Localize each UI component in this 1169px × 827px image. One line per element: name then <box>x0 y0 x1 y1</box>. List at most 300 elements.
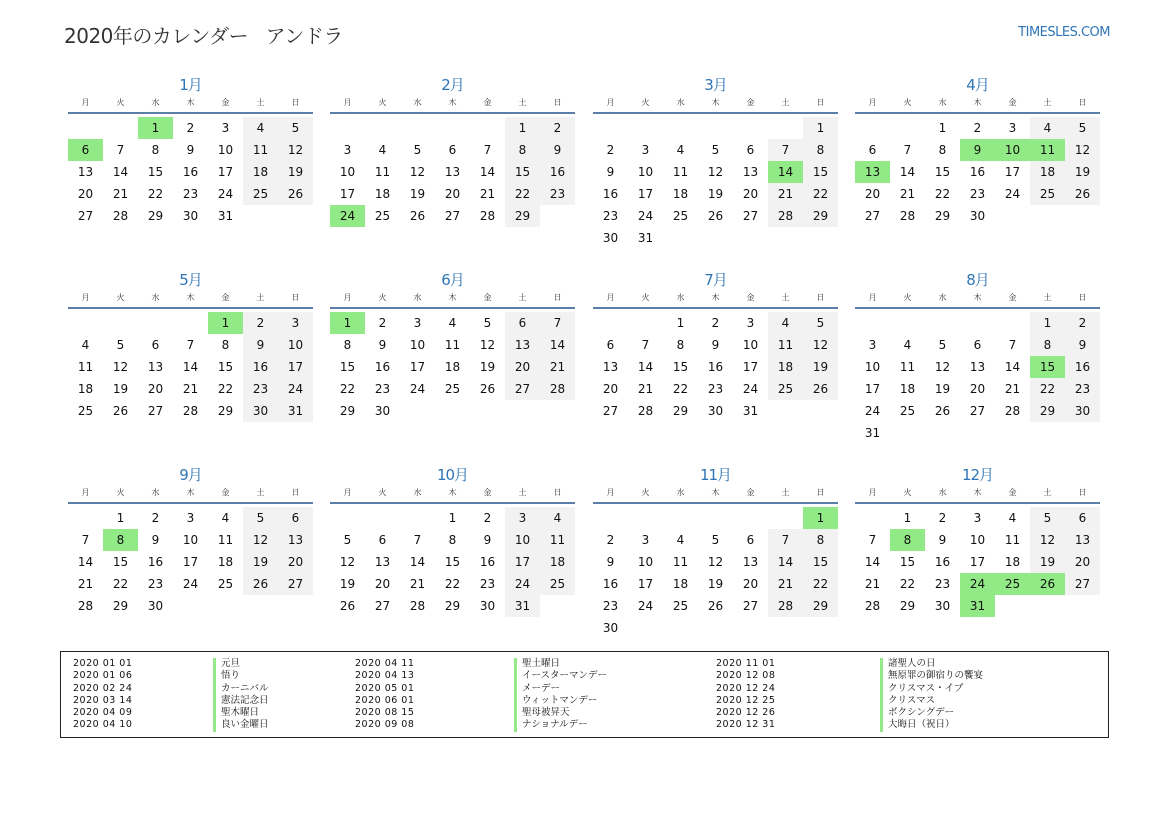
day-cell: 4 <box>81 338 90 352</box>
day-cell: 3 <box>1008 121 1017 135</box>
holiday-name: ナショナルデー <box>514 719 607 731</box>
day-cell: 13 <box>505 334 540 356</box>
day-cell: 10 <box>864 360 881 374</box>
day-cell: 15 <box>899 555 916 569</box>
day-cell: 8 <box>1030 334 1065 356</box>
day-cell: 13 <box>742 165 759 179</box>
weekday-label: 金 <box>1008 293 1017 302</box>
day-grid <box>593 507 838 639</box>
day-cell: 17 <box>409 360 426 374</box>
day-cell: 7 <box>116 143 125 157</box>
day-cell: 11 <box>899 360 916 374</box>
day-cell: 4 <box>540 507 575 529</box>
day-cell: 1 <box>938 121 947 135</box>
day-cell: 29 <box>505 205 540 227</box>
day-cell: 19 <box>112 382 129 396</box>
day-cell: 9 <box>606 555 615 569</box>
day-cell: 4 <box>1008 511 1017 525</box>
day-cell: 20 <box>742 577 759 591</box>
day-cell: 15 <box>112 555 129 569</box>
day-cell: 5 <box>803 312 838 334</box>
day-cell: 18 <box>374 187 391 201</box>
weekday-label: 月 <box>81 488 90 497</box>
day-cell: 1 <box>116 511 125 525</box>
weekday-label: 水 <box>676 293 685 302</box>
holiday-date: 2020 12 31 <box>716 719 776 731</box>
day-cell: 26 <box>243 573 278 595</box>
weekday-label: 日 <box>291 98 300 107</box>
day-cell: 7 <box>868 533 877 547</box>
day-cell-empty <box>435 117 470 139</box>
day-cell: 29 <box>1030 400 1065 422</box>
legend-dates-col-2 <box>355 658 414 732</box>
month-name: 1月 <box>179 76 202 94</box>
weekday-header <box>68 96 313 114</box>
month-name: 10月 <box>436 466 469 484</box>
day-cell: 14 <box>1004 360 1021 374</box>
day-cell: 22 <box>899 577 916 591</box>
day-cell-empty <box>628 507 663 529</box>
day-cell: 16 <box>147 555 164 569</box>
day-cell: 11 <box>768 334 803 356</box>
day-cell: 3 <box>868 338 877 352</box>
day-cell: 19 <box>707 577 724 591</box>
weekday-label: 火 <box>378 98 387 107</box>
day-cell: 13 <box>278 529 313 551</box>
day-cell: 21 <box>479 187 496 201</box>
weekday-label: 土 <box>518 488 527 497</box>
day-cell: 31 <box>637 231 654 245</box>
day-cell: 14 <box>864 555 881 569</box>
day-cell: 6 <box>448 143 457 157</box>
day-cell: 13 <box>374 555 391 569</box>
day-cell: 26 <box>278 183 313 205</box>
weekday-label: 月 <box>606 293 615 302</box>
day-cell-empty <box>628 312 663 334</box>
weekday-label: 土 <box>781 293 790 302</box>
day-cell: 27 <box>969 404 986 418</box>
day-cell-holiday: 1 <box>208 312 243 334</box>
day-cell: 5 <box>483 316 492 330</box>
holiday-date: 2020 11 01 <box>716 658 776 669</box>
day-cell: 27 <box>77 209 94 223</box>
weekday-label: 土 <box>256 293 265 302</box>
day-cell: 31 <box>742 404 759 418</box>
weekday-label: 水 <box>676 98 685 107</box>
day-cell: 30 <box>147 599 164 613</box>
day-cell-holiday: 24 <box>330 205 365 227</box>
day-cell: 16 <box>934 555 951 569</box>
day-cell: 16 <box>479 555 496 569</box>
day-cell-empty <box>768 507 803 529</box>
day-cell: 18 <box>1030 161 1065 183</box>
day-cell: 11 <box>540 529 575 551</box>
day-cell: 24 <box>217 187 234 201</box>
weekday-label: 火 <box>378 488 387 497</box>
day-cell: 15 <box>217 360 234 374</box>
weekday-label: 木 <box>973 293 982 302</box>
day-cell: 2 <box>1065 312 1100 334</box>
weekday-label: 日 <box>1078 293 1087 302</box>
weekday-label: 木 <box>711 98 720 107</box>
day-cell: 12 <box>1030 529 1065 551</box>
day-cell: 13 <box>444 165 461 179</box>
day-cell: 27 <box>374 599 391 613</box>
weekday-header <box>593 291 838 309</box>
brand-link[interactable]: TIMESLES.COM <box>1018 25 1110 40</box>
day-cell: 6 <box>151 338 160 352</box>
weekday-label: 木 <box>186 488 195 497</box>
day-cell-empty <box>925 312 960 334</box>
day-cell: 29 <box>147 209 164 223</box>
day-cell: 26 <box>479 382 496 396</box>
holiday-date: 2020 02 24 <box>73 682 133 694</box>
day-cell: 7 <box>1008 338 1017 352</box>
day-cell-empty <box>855 312 890 334</box>
holiday-name: 無原罪の御宿りの饗宴 <box>880 670 983 682</box>
day-cell: 2 <box>606 533 615 547</box>
day-cell: 12 <box>707 165 724 179</box>
day-cell: 3 <box>221 121 230 135</box>
day-cell: 26 <box>803 378 838 400</box>
day-cell: 12 <box>803 334 838 356</box>
day-cell: 18 <box>77 382 94 396</box>
day-cell: 28 <box>768 205 803 227</box>
day-cell: 23 <box>182 187 199 201</box>
day-cell: 9 <box>540 139 575 161</box>
day-cell: 8 <box>676 338 685 352</box>
day-cell: 27 <box>602 404 619 418</box>
month-name: 3月 <box>704 76 727 94</box>
weekday-label: 木 <box>448 293 457 302</box>
weekday-header <box>593 96 838 114</box>
day-cell: 16 <box>540 161 575 183</box>
day-cell: 23 <box>602 599 619 613</box>
day-cell: 9 <box>151 533 160 547</box>
day-cell: 5 <box>938 338 947 352</box>
weekday-label: 日 <box>816 98 825 107</box>
weekday-label: 金 <box>1008 98 1017 107</box>
day-cell: 18 <box>1004 555 1021 569</box>
day-cell: 4 <box>1030 117 1065 139</box>
weekday-label: 水 <box>938 488 947 497</box>
weekday-label: 土 <box>256 98 265 107</box>
day-cell: 8 <box>505 139 540 161</box>
day-cell: 6 <box>746 143 755 157</box>
day-cell-empty <box>593 507 628 529</box>
weekday-label: 土 <box>781 98 790 107</box>
day-cell: 14 <box>899 165 916 179</box>
weekday-label: 金 <box>746 98 755 107</box>
weekday-label: 火 <box>903 293 912 302</box>
day-cell: 24 <box>637 209 654 223</box>
day-cell-empty <box>330 507 365 529</box>
weekday-label: 水 <box>938 293 947 302</box>
day-cell: 29 <box>112 599 129 613</box>
holiday-date: 2020 12 24 <box>716 682 776 694</box>
holiday-name: ウィットマンデー <box>514 695 607 707</box>
day-cell: 22 <box>803 183 838 205</box>
holiday-date: 2020 04 10 <box>73 719 133 731</box>
day-grid <box>593 312 838 422</box>
weekday-label: 火 <box>116 293 125 302</box>
day-cell: 19 <box>934 382 951 396</box>
day-cell-empty <box>855 507 890 529</box>
holiday-name: 憲法記念日 <box>213 695 269 707</box>
day-cell: 10 <box>637 165 654 179</box>
day-cell-holiday: 26 <box>1030 573 1065 595</box>
legend-dates-col-3 <box>716 658 775 732</box>
day-cell: 9 <box>186 143 195 157</box>
day-cell-empty <box>330 117 365 139</box>
day-cell: 20 <box>444 187 461 201</box>
day-cell: 20 <box>147 382 164 396</box>
weekday-label: 月 <box>868 98 877 107</box>
day-cell-holiday: 14 <box>768 161 803 183</box>
day-cell: 1 <box>448 511 457 525</box>
day-cell: 2 <box>711 316 720 330</box>
weekday-label: 木 <box>973 98 982 107</box>
month-6 <box>330 269 575 422</box>
holiday-name: 大晦日（祝日） <box>880 719 983 731</box>
day-cell: 3 <box>186 511 195 525</box>
holiday-date: 2020 12 26 <box>716 707 776 719</box>
holiday-legend <box>60 651 1109 738</box>
day-cell: 26 <box>1065 183 1100 205</box>
day-cell: 9 <box>483 533 492 547</box>
weekday-header <box>68 486 313 504</box>
day-cell-empty <box>68 507 103 529</box>
day-cell-empty <box>628 117 663 139</box>
day-cell: 1 <box>1030 312 1065 334</box>
day-cell: 30 <box>934 599 951 613</box>
weekday-label: 火 <box>116 98 125 107</box>
weekday-label: 木 <box>711 488 720 497</box>
day-cell: 8 <box>938 143 947 157</box>
day-cell: 20 <box>278 551 313 573</box>
month-11 <box>593 464 838 639</box>
day-cell: 9 <box>378 338 387 352</box>
day-cell: 12 <box>339 555 356 569</box>
day-cell: 18 <box>217 555 234 569</box>
weekday-label: 水 <box>151 488 160 497</box>
day-cell-empty <box>960 312 995 334</box>
day-cell-holiday: 9 <box>960 139 995 161</box>
day-cell: 29 <box>899 599 916 613</box>
weekday-header <box>593 486 838 504</box>
day-cell-empty <box>68 312 103 334</box>
weekday-label: 日 <box>816 293 825 302</box>
day-cell-holiday: 8 <box>890 529 925 551</box>
weekday-label: 火 <box>641 488 650 497</box>
day-cell: 28 <box>899 209 916 223</box>
day-cell: 12 <box>409 165 426 179</box>
day-cell: 8 <box>803 529 838 551</box>
holiday-date: 2020 01 06 <box>73 670 133 682</box>
day-cell: 19 <box>1030 551 1065 573</box>
day-cell: 25 <box>217 577 234 591</box>
day-cell: 23 <box>540 183 575 205</box>
day-cell: 7 <box>81 533 90 547</box>
day-cell: 30 <box>374 404 391 418</box>
day-cell: 25 <box>444 382 461 396</box>
day-cell: 19 <box>803 356 838 378</box>
day-cell: 2 <box>243 312 278 334</box>
day-cell: 24 <box>1004 187 1021 201</box>
day-cell: 22 <box>505 183 540 205</box>
day-cell: 7 <box>768 139 803 161</box>
day-cell: 25 <box>374 209 391 223</box>
day-cell-empty <box>365 117 400 139</box>
day-cell: 15 <box>444 555 461 569</box>
day-cell: 4 <box>378 143 387 157</box>
day-cell: 22 <box>444 577 461 591</box>
day-cell: 21 <box>637 382 654 396</box>
day-cell: 3 <box>278 312 313 334</box>
day-cell: 5 <box>1065 117 1100 139</box>
holiday-date: 2020 04 09 <box>73 707 133 719</box>
weekday-label: 土 <box>781 488 790 497</box>
day-cell: 2 <box>938 511 947 525</box>
holiday-date: 2020 04 13 <box>355 670 415 682</box>
day-cell: 20 <box>602 382 619 396</box>
day-cell-empty <box>593 117 628 139</box>
weekday-label: 土 <box>1043 488 1052 497</box>
weekday-label: 土 <box>1043 293 1052 302</box>
weekday-label: 月 <box>81 98 90 107</box>
day-cell: 24 <box>637 599 654 613</box>
holiday-name: 元旦 <box>213 658 269 670</box>
day-cell: 11 <box>243 139 278 161</box>
day-cell: 10 <box>505 529 540 551</box>
holiday-name: カーニバル <box>213 683 269 695</box>
legend-dates-col-1 <box>73 658 132 732</box>
weekday-label: 月 <box>868 293 877 302</box>
day-cell: 8 <box>221 338 230 352</box>
day-cell: 18 <box>243 161 278 183</box>
day-cell: 25 <box>768 378 803 400</box>
day-cell: 14 <box>540 334 575 356</box>
day-cell-holiday: 15 <box>1030 356 1065 378</box>
day-cell: 25 <box>243 183 278 205</box>
day-cell: 21 <box>182 382 199 396</box>
month-9 <box>68 464 313 617</box>
day-cell: 3 <box>746 316 755 330</box>
day-cell-empty <box>103 117 138 139</box>
weekday-label: 木 <box>448 98 457 107</box>
holiday-date: 2020 03 14 <box>73 694 133 706</box>
weekday-label: 火 <box>903 488 912 497</box>
weekday-label: 土 <box>518 293 527 302</box>
day-cell: 10 <box>339 165 356 179</box>
day-cell: 14 <box>182 360 199 374</box>
day-cell: 11 <box>1004 533 1021 547</box>
day-cell: 30 <box>243 400 278 422</box>
holiday-date: 2020 09 08 <box>355 719 415 731</box>
weekday-label: 日 <box>816 488 825 497</box>
holiday-date: 2020 04 11 <box>355 658 415 669</box>
day-cell: 2 <box>606 143 615 157</box>
day-cell: 29 <box>444 599 461 613</box>
day-cell: 23 <box>707 382 724 396</box>
month-name: 6月 <box>441 271 464 289</box>
day-cell: 18 <box>540 551 575 573</box>
day-cell-holiday: 13 <box>855 161 890 183</box>
day-cell: 6 <box>378 533 387 547</box>
day-cell-empty <box>663 507 698 529</box>
day-cell: 31 <box>864 426 881 440</box>
day-cell: 13 <box>1065 529 1100 551</box>
day-cell: 15 <box>803 551 838 573</box>
day-cell: 17 <box>505 551 540 573</box>
day-cell: 21 <box>112 187 129 201</box>
weekday-label: 火 <box>641 98 650 107</box>
day-cell: 12 <box>707 555 724 569</box>
day-cell: 31 <box>278 400 313 422</box>
holiday-date: 2020 12 08 <box>716 670 776 682</box>
day-cell: 13 <box>602 360 619 374</box>
day-cell-empty <box>470 117 505 139</box>
day-cell-holiday: 24 <box>960 573 995 595</box>
day-cell: 23 <box>147 577 164 591</box>
day-cell: 3 <box>413 316 422 330</box>
day-cell: 28 <box>864 599 881 613</box>
day-cell: 15 <box>672 360 689 374</box>
month-2 <box>330 74 575 227</box>
weekday-label: 土 <box>518 98 527 107</box>
day-cell: 21 <box>864 577 881 591</box>
day-cell: 4 <box>903 338 912 352</box>
day-cell: 24 <box>742 382 759 396</box>
day-cell: 29 <box>934 209 951 223</box>
month-1 <box>68 74 313 227</box>
month-10 <box>330 464 575 617</box>
day-cell: 28 <box>768 595 803 617</box>
day-cell: 5 <box>1030 507 1065 529</box>
day-cell: 27 <box>742 209 759 223</box>
day-cell: 14 <box>77 555 94 569</box>
day-cell-empty <box>365 507 400 529</box>
day-cell: 21 <box>409 577 426 591</box>
weekday-label: 水 <box>151 98 160 107</box>
day-cell: 30 <box>602 231 619 245</box>
day-cell: 14 <box>409 555 426 569</box>
weekday-label: 水 <box>151 293 160 302</box>
day-cell: 5 <box>711 143 720 157</box>
day-cell: 19 <box>278 161 313 183</box>
day-cell: 1 <box>903 511 912 525</box>
weekday-label: 日 <box>553 293 562 302</box>
day-cell: 9 <box>938 533 947 547</box>
legend-names-col-3 <box>880 658 983 732</box>
day-cell: 18 <box>444 360 461 374</box>
day-cell: 11 <box>77 360 94 374</box>
month-8 <box>855 269 1100 444</box>
day-cell-holiday: 25 <box>995 573 1030 595</box>
day-cell: 17 <box>1004 165 1021 179</box>
month-name: 12月 <box>961 466 994 484</box>
day-cell: 7 <box>903 143 912 157</box>
day-cell: 23 <box>1065 378 1100 400</box>
holiday-date: 2020 12 25 <box>716 694 776 706</box>
day-cell: 17 <box>182 555 199 569</box>
day-cell: 10 <box>409 338 426 352</box>
day-cell: 12 <box>278 139 313 161</box>
day-cell: 13 <box>77 165 94 179</box>
day-cell: 21 <box>768 183 803 205</box>
day-cell: 30 <box>182 209 199 223</box>
day-cell: 12 <box>479 338 496 352</box>
